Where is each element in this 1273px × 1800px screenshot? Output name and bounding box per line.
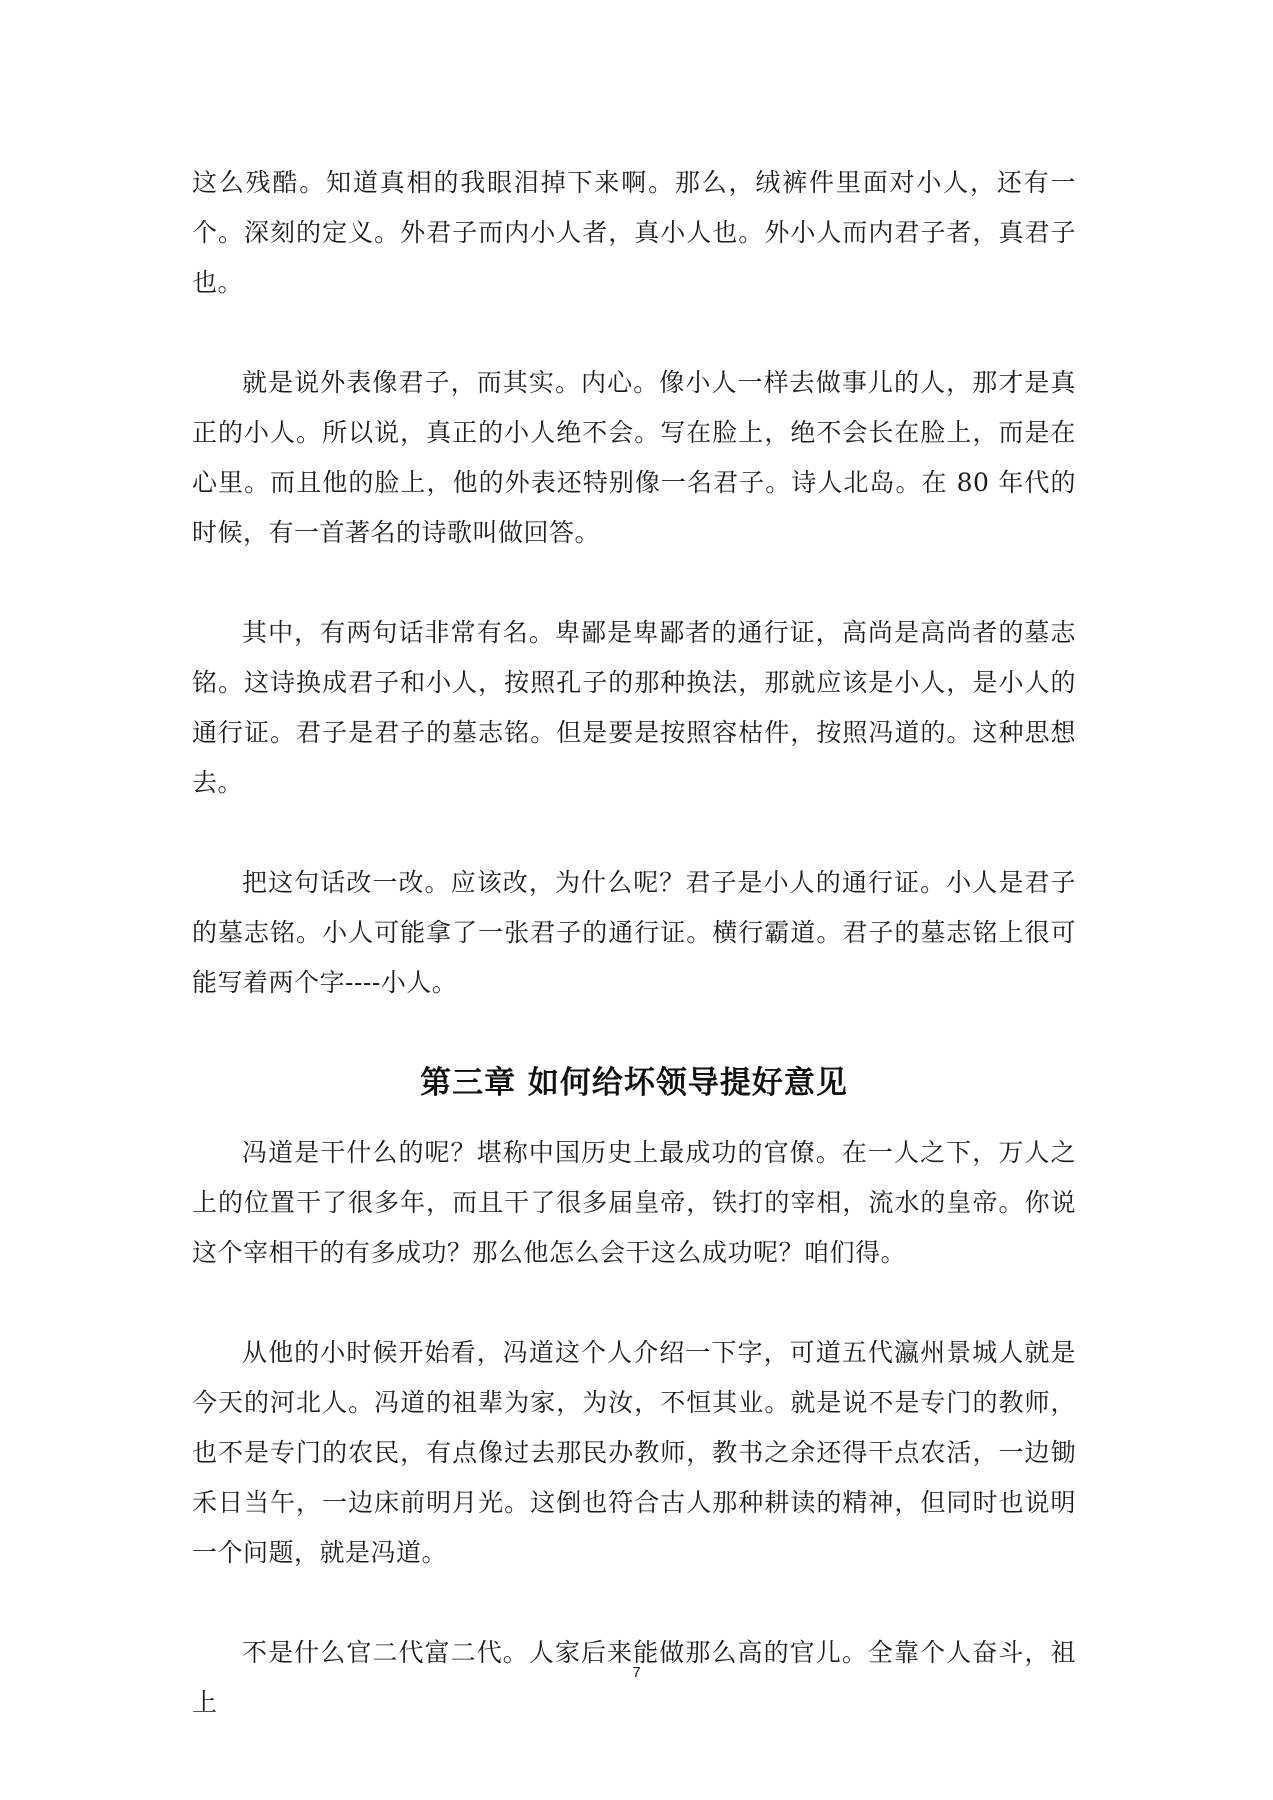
paragraph: 就是说外表像君子，而其实。内心。像小人一样去做事儿的人，那才是真正的小人。所以说，真正的小人绝不会。写在脸上，绝不会长在脸上，而是在心里。而且他的脸上，他的外表还特别像一名君子。诗人北岛。在 80 年代的时候，有一首著名的诗歌叫做回答。 [192,368,1076,547]
paragraph: 这么残酷。知道真相的我眼泪掉下来啊。那么，绒裤件里面对小人，还有一个。深刻的定义。外君子而内小人者，真小人也。外小人而内君子者，真君子也。 [192,168,1076,297]
paragraph: 冯道是干什么的呢？堪称中国历史上最成功的官僚。在一人之下，万人之上的位置干了很多年，而且干了很多届皇帝，铁打的宰相，流水的皇帝。你说这个宰相干的有多成功？那么他怎么会干这么成功呢？咱们得。 [192,1138,1076,1267]
paragraph: 从他的小时候开始看，冯道这个人介绍一下字，可道五代瀛州景城人就是今天的河北人。冯道的祖辈为家，为汝，不恒其业。就是说不是专门的教师，也不是专门的农民，有点像过去那民办教师，教书之余还得干点农活，一边锄禾日当午，一边床前明月光。这倒也符合古人那种耕读的精神，但同时也说明一个问题，就是冯道。 [192,1338,1076,1567]
page-body [192,158,1076,1778]
paragraph: 不是什么官二代富二代。人家后来能做那么高的官儿。全靠个人奋斗，祖上 [192,1638,1076,1717]
paragraph: 把这句话改一改。应该改，为什么呢？君子是小人的通行证。小人是君子的墓志铭。小人可能拿了一张君子的通行证。横行霸道。君子的墓志铭上很可能写着两个字----小人。 [192,868,1076,997]
page-number: 7 [632,1664,641,1681]
paragraph: 其中，有两句话非常有名。卑鄙是卑鄙者的通行证，高尚是高尚者的墓志铭。这诗换成君子和小人，按照孔子的那种换法，那就应该是小人，是小人的通行证。君子是君子的墓志铭。但是要是按照容枯件，按照冯道的。这种思想去。 [192,618,1076,797]
chapter-title: 第三章 如何给坏领导提好意见 [420,1065,848,1101]
